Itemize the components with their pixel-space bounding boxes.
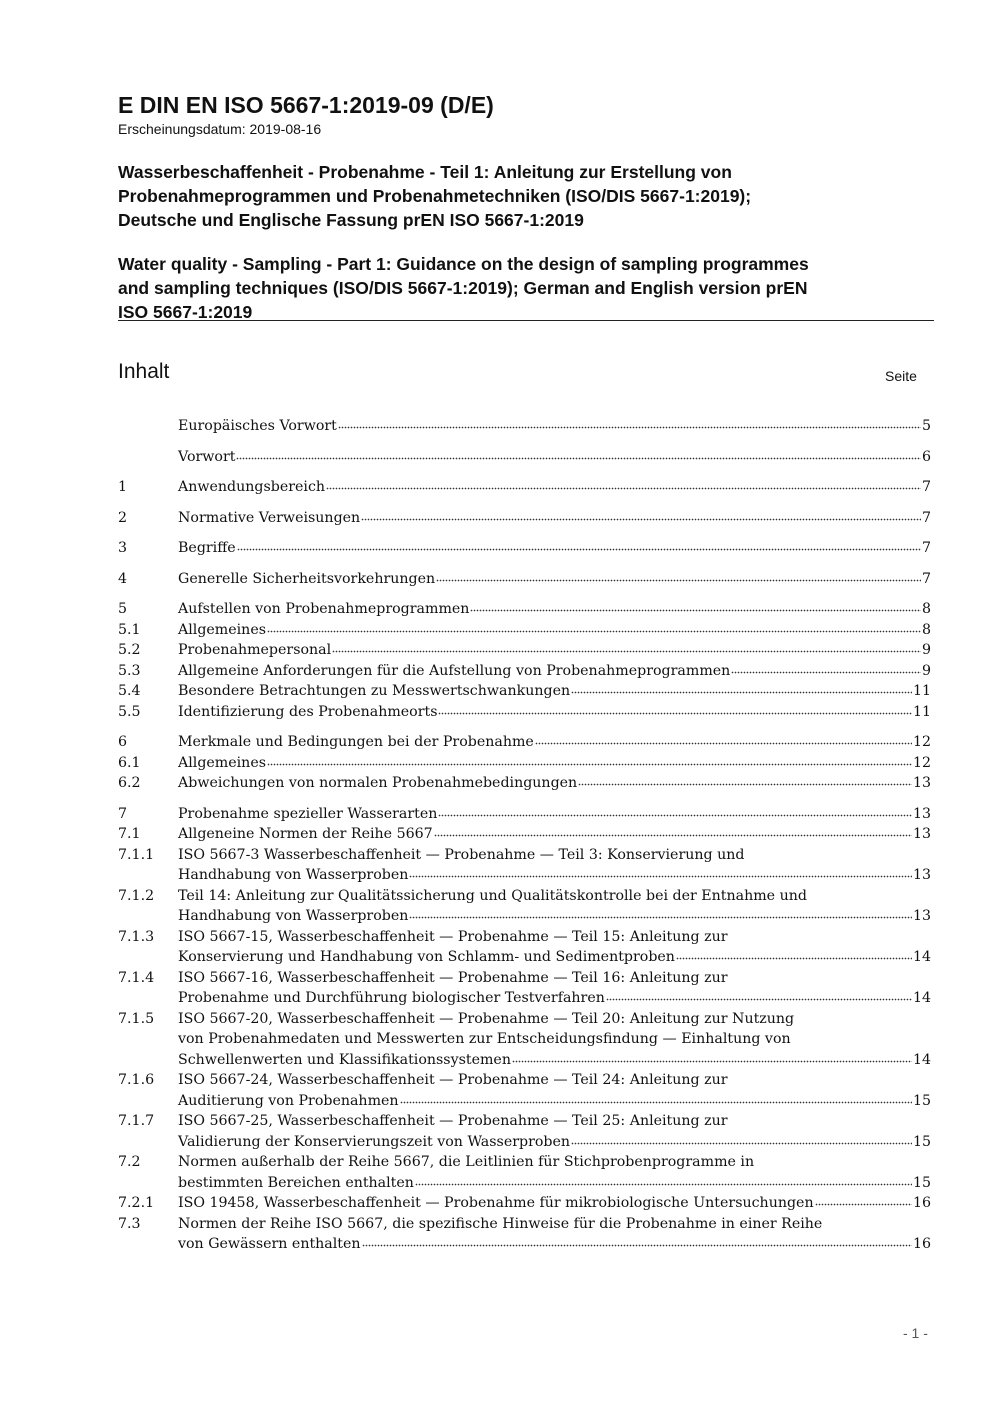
toc-entry-title-line: Besondere Betrachtungen zu Messwertschwankungen [178, 683, 571, 699]
toc-entry[interactable] [118, 702, 931, 723]
toc-entry[interactable] [118, 886, 931, 927]
toc-entry-title-line: Aufstellen von Probenahmeprogrammen [178, 601, 470, 617]
toc-dot-leader [338, 416, 921, 430]
toc-entry[interactable] [118, 845, 931, 886]
toc-entry-number: 7.1.5 [118, 1010, 155, 1027]
toc-entry[interactable] [118, 640, 931, 661]
toc-entry-number: 5 [118, 601, 128, 617]
toc-dot-leader [361, 508, 921, 522]
toc-entry-title-line: ISO 19458, Wasserbeschaffenheit — Probenahme für mikrobiologische Untersuchungen [178, 1195, 814, 1211]
title-german-line: Deutsche und Englische Fassung prEN ISO 5667-1:2019 [118, 210, 584, 230]
toc-dot-leader [409, 865, 912, 879]
toc-dot-leader [470, 599, 921, 613]
toc-entry-title-line: Allgemeine Anforderungen für die Aufstellung von Probenahmeprogrammen [178, 662, 731, 679]
toc-entry[interactable] [118, 416, 931, 437]
toc-entry-number: 7.2.1 [118, 1195, 155, 1211]
title-english-line: ISO 5667-1:2019 [118, 302, 253, 322]
toc-entry[interactable] [118, 1152, 931, 1193]
toc-entry-page: 13 [912, 867, 931, 883]
toc-dot-leader [606, 988, 912, 1002]
toc-entry-page: 6 [921, 448, 931, 465]
toc-dot-leader [438, 702, 911, 716]
toc-entry-title-line: Normen außerhalb der Reihe 5667, die Leitlinien für Stichprobenprogramme in [178, 1154, 755, 1170]
toc-entry-page: 11 [912, 703, 931, 720]
toc-entry[interactable] [118, 477, 931, 498]
toc-entry-title-line: Auditierung von Probenahmen [178, 1092, 399, 1109]
toc-entry-number: 6.1 [118, 754, 141, 771]
toc-entry-title-line: Vorwort [178, 448, 236, 465]
header-divider [118, 320, 934, 321]
toc-entry-title-line: ISO 5667-15, Wasserbeschaffenheit — Probenahme — Teil 15: Anleitung zur [178, 928, 728, 945]
toc-entry[interactable] [118, 681, 931, 702]
toc-entry-number: 7 [118, 805, 128, 822]
toc-entry-title-line: Probenahme spezieller Wasserarten [178, 805, 438, 822]
toc-entry-title-line: ISO 5667-20, Wasserbeschaffenheit — Probenahme — Teil 20: Anleitung zur Nutzung [178, 1010, 795, 1027]
toc-dot-leader [236, 447, 921, 461]
toc-entry-page: 16 [912, 1236, 931, 1252]
toc-entry-page: 7 [921, 540, 931, 556]
toc-entry-number: 5.3 [118, 662, 141, 679]
toc-entry-number: 7.1.2 [118, 887, 155, 904]
toc-entry[interactable] [118, 447, 931, 468]
toc-entry-title-line: Schwellenwerten und Klassifikationssystemen [178, 1051, 511, 1068]
toc-entry-number: 7.1.3 [118, 928, 155, 945]
toc-entry-title-line: Probenahmepersonal [178, 642, 332, 658]
toc-entry-title-line: von Probenahmedaten und Messwerten zur Entscheidungsfindung — Einhaltung von [178, 1031, 791, 1047]
toc-entry-page: 13 [912, 805, 931, 822]
toc-entry[interactable] [118, 1193, 931, 1214]
toc-entry-title-line: ISO 5667-3 Wasserbeschaffenheit — Probenahme — Teil 3: Konservierung und [178, 846, 745, 863]
toc-entry-page: 11 [912, 683, 931, 699]
title-english [118, 252, 918, 324]
toc-entry-number: 5.4 [118, 683, 141, 699]
toc-entry-page: 12 [912, 754, 931, 771]
toc-entry-title-line: ISO 5667-16, Wasserbeschaffenheit — Probenahme — Teil 16: Anleitung zur [178, 969, 728, 986]
toc-entry-page: 15 [912, 1133, 931, 1150]
toc-entry-title-line: Validierung der Konservierungszeit von Wasserproben [178, 1133, 571, 1150]
toc-entry-title-line: Generelle Sicherheitsvorkehrungen [178, 570, 436, 587]
title-english-line: and sampling techniques (ISO/DIS 5667-1:2019); German and English version prEN [118, 278, 808, 298]
toc-entry-title-line: Handhabung von Wasserproben [178, 908, 409, 924]
toc-dot-leader [438, 804, 912, 818]
toc-entry-title-line: Konservierung und Handhabung von Schlamm- und Sedimentproben [178, 949, 675, 965]
toc-entry-title-line: Europäisches Vorwort [178, 418, 337, 434]
toc-entry[interactable] [118, 753, 931, 774]
toc-entry-number: 4 [118, 570, 128, 587]
toc-entry-number: 6.2 [118, 775, 141, 791]
toc-entry-page: 7 [921, 479, 931, 495]
publication-date: Erscheinungsdatum: 2019-08-16 [118, 121, 322, 137]
toc-entry[interactable] [118, 824, 931, 845]
toc-entry-number: 7.1 [118, 826, 141, 842]
toc-entry-title-line: Teil 14: Anleitung zur Qualitätssicherung und Qualitätskontrolle bei der Entnahme und [178, 887, 807, 904]
toc-dot-leader [362, 1234, 912, 1248]
toc-entry[interactable] [118, 538, 931, 559]
toc-entry-title-line: Handhabung von Wasserproben [178, 867, 409, 883]
toc-entry-page: 9 [921, 642, 931, 658]
toc-entry-page: 14 [912, 1051, 931, 1068]
toc-entry-page: 9 [921, 662, 931, 679]
toc-dot-leader [578, 773, 912, 787]
toc-entry[interactable] [118, 1009, 931, 1071]
toc-entry-page: 8 [921, 601, 931, 617]
toc-entry-page: 7 [921, 570, 931, 587]
toc-dot-leader [415, 1173, 912, 1187]
toc-page-column-heading: Seite [885, 368, 917, 384]
toc-entry-page: 12 [912, 734, 931, 750]
toc-dot-leader [676, 947, 912, 961]
toc-entry-title-line: Allgemeines [178, 754, 266, 771]
toc-dot-leader [535, 732, 912, 746]
toc-entry-page: 15 [912, 1092, 931, 1109]
toc-entry-page: 13 [912, 775, 931, 791]
toc-dot-leader [571, 1132, 912, 1146]
toc-entry-title-line: Begriffe [178, 540, 236, 556]
toc-entry-page: 5 [921, 418, 931, 434]
toc-entry-title-line: Probenahme und Durchführung biologischer Testverfahren [178, 990, 605, 1006]
toc-dot-leader [267, 620, 921, 634]
toc-entry[interactable] [118, 599, 931, 620]
page-number: - 1 - [903, 1325, 928, 1341]
toc-dot-leader [434, 824, 912, 838]
toc-entry-title-line: Normative Verweisungen [178, 509, 361, 526]
title-german-line: Probenahmeprogrammen und Probenahmetechniken (ISO/DIS 5667-1:2019); [118, 186, 752, 206]
toc-entry[interactable] [118, 773, 931, 794]
toc-entry-number: 3 [118, 540, 128, 556]
document-id: E DIN EN ISO 5667-1:2019-09 (D/E) [118, 92, 494, 118]
toc-entry-title-line: bestimmten Bereichen enthalten [178, 1174, 414, 1191]
toc-dot-leader [815, 1193, 912, 1207]
toc-dot-leader [436, 569, 921, 583]
toc-entry-page: 13 [912, 826, 931, 842]
toc-entry-number: 6 [118, 734, 128, 750]
toc-dot-leader [267, 753, 912, 767]
toc-entry-page: 15 [912, 1174, 931, 1191]
toc-entry[interactable] [118, 968, 931, 1009]
toc-entry-number: 7.1.4 [118, 969, 155, 986]
toc-entry-page: 7 [921, 509, 931, 526]
toc-entry[interactable] [118, 569, 931, 590]
toc-entry-number: 7.1.7 [118, 1113, 155, 1129]
toc-entry-title-line: ISO 5667-25, Wasserbeschaffenheit — Probenahme — Teil 25: Anleitung zur [178, 1113, 728, 1129]
toc-dot-leader [512, 1050, 912, 1064]
table-of-contents [118, 416, 931, 1255]
toc-entry-title-line: von Gewässern enthalten [178, 1236, 361, 1252]
toc-dot-leader [326, 477, 921, 491]
toc-dot-leader [237, 538, 921, 552]
toc-entry-title-line: ISO 5667-24, Wasserbeschaffenheit — Probenahme — Teil 24: Anleitung zur [178, 1072, 728, 1088]
toc-entry-number: 7.2 [118, 1154, 141, 1170]
toc-entry[interactable] [118, 804, 931, 825]
toc-entry-title-line: Anwendungsbereich [178, 479, 326, 495]
toc-dot-leader [400, 1091, 912, 1105]
toc-dot-leader [332, 640, 921, 654]
toc-entry-title-line: Merkmale und Bedingungen bei der Probenahme [178, 734, 534, 750]
toc-entry[interactable] [118, 661, 931, 682]
toc-entry-title-line: Identifizierung des Probenahmeorts [178, 703, 438, 720]
toc-entry-number: 7.1.1 [118, 846, 155, 863]
toc-entry-number: 7.3 [118, 1215, 141, 1232]
toc-entry[interactable] [118, 508, 931, 529]
toc-entry-title-line: Allgemeines [178, 621, 266, 638]
toc-entry-number: 1 [118, 479, 128, 495]
toc-dot-leader [731, 661, 921, 675]
toc-entry-number: 5.5 [118, 703, 141, 720]
toc-dot-leader [409, 906, 912, 920]
toc-entry-page: 14 [912, 990, 931, 1006]
toc-entry-number: 5.1 [118, 621, 141, 638]
toc-entry[interactable] [118, 1070, 931, 1111]
toc-entry-page: 13 [912, 908, 931, 924]
toc-entry-page: 14 [912, 949, 931, 965]
toc-entry[interactable] [118, 1111, 931, 1152]
toc-dot-leader [571, 681, 912, 695]
toc-entry-number: 5.2 [118, 642, 141, 658]
toc-entry[interactable] [118, 732, 931, 753]
title-german-line: Wasserbeschaffenheit - Probenahme - Teil 1: Anleitung zur Erstellung von [118, 162, 732, 182]
title-german [118, 160, 918, 232]
toc-heading: Inhalt [118, 360, 170, 383]
title-english-line: Water quality - Sampling - Part 1: Guidance on the design of sampling programmes [118, 254, 809, 274]
toc-entry-number: 2 [118, 509, 128, 526]
toc-entry[interactable] [118, 1214, 931, 1255]
toc-entry-number: 7.1.6 [118, 1072, 155, 1088]
toc-entry-title-line: Normen der Reihe ISO 5667, die spezifische Hinweise für die Probenahme in einer Reihe [178, 1215, 823, 1232]
toc-entry[interactable] [118, 927, 931, 968]
toc-entry-title-line: Allgeneine Normen der Reihe 5667 [178, 826, 433, 842]
toc-entry-page: 8 [921, 621, 931, 638]
toc-entry-title-line: Abweichungen von normalen Probenahmebedingungen [178, 775, 578, 791]
toc-entry[interactable] [118, 620, 931, 641]
toc-entry-page: 16 [912, 1195, 931, 1211]
